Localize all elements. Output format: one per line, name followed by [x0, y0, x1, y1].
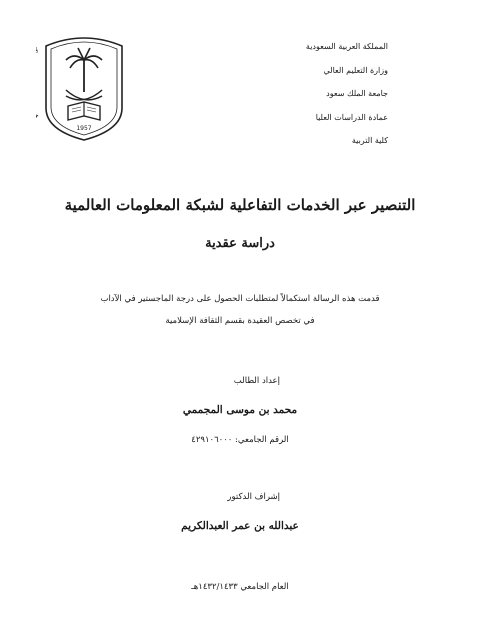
king-saud-university-emblem-icon: [36, 30, 132, 142]
submission-statement-line-1: قدمت هذه الرسالة استكمالاً لمتطلبات الحصول على درجة الماجستير في الآداب: [100, 294, 380, 304]
header-university: جامعة الملك سعود: [326, 89, 388, 98]
academic-year: العام الجامعي ١٤٣٢/١٤٣٣هـ: [191, 582, 289, 592]
thesis-subtitle: دراسة عقدية: [205, 236, 275, 251]
header-institution-block: [188, 42, 388, 160]
header-ministry: وزارة التعليم العالي: [323, 65, 388, 75]
header-deanship: عمادة الدراسات العليا: [315, 112, 388, 122]
header-country: المملكة العربية السعودية: [305, 42, 388, 51]
student-label: إعداد الطالب: [233, 376, 280, 386]
supervisor-name: عبدالله بن عمر العبدالكريم: [181, 520, 299, 532]
svg-text:King Saud University: [36, 45, 40, 121]
university-logo: [36, 30, 132, 142]
submission-statement: [40, 288, 440, 332]
student-id: الرقم الجامعي: ٤٢٩١٠٦٠٠٠: [191, 435, 289, 445]
student-name: محمد بن موسى المجممي: [182, 404, 298, 416]
thesis-title: التنصير عبر الخدمات التفاعلية لشبكة المعلومات العالمية: [64, 196, 416, 214]
logo-arc-text-left: [36, 45, 40, 121]
submission-statement-line-2: في تخصص العقيدة بقسم الثقافة الإسلامية: [165, 316, 315, 326]
logo-year: 1957: [76, 125, 92, 132]
supervisor-label: إشراف الدكتور: [227, 492, 280, 502]
header-college: كلية التربية: [351, 136, 388, 145]
